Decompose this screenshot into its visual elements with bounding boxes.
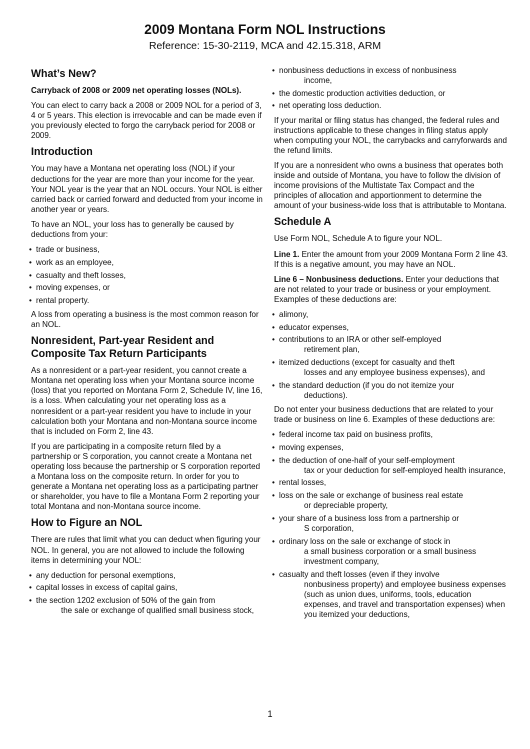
business-deductions-list — [274, 430, 508, 620]
whats-new-heading: What’s New? — [31, 68, 97, 80]
nonresident-p2: If you are participating in a composite return filed by a partnership or S corporation, you cannot create a Montana net operating loss because the partnership or S corporation reported a Montana loss on the composite return. In order for you to generate a Montana net operating loss as a participating partner or shareholder, you have to file a Montana Form 2 reporting your total Montana and non-Montana source income. — [31, 441, 261, 512]
list-item: • the section 1202 exclusion of 50% of the gain from the sale or exchange of qualified small business stock, — [31, 596, 263, 616]
introduction-p2: To have an NOL, your loss has to generally be caused by deductions from your: — [31, 219, 234, 240]
nonresident-p1: As a nonresident or a part-year resident, you cannot create a Montana net operating loss when your Montana source income (loss) that you reported on Montana Form 2, Schedule IV, line 16, is a loss. When calculating your net operating loss as a nonresident or a part-year resident you have to include in your calculation both your Montana and non-Montana source income that is included on Form 2, line 43. — [31, 366, 263, 436]
list-item: • alimony, — [274, 310, 508, 320]
list-item: • moving expenses, or — [31, 283, 263, 293]
page-title: 2009 Montana Form NOL Instructions — [144, 22, 386, 37]
reference-line: Reference: 15-30-2119, MCA and 42.15.318, ARM — [148, 41, 381, 52]
nonresident-heading — [31, 335, 263, 361]
schedule-a-p2: Do not enter your business deductions that are related to your trade or business on line 6. Examples of these deductions are: — [274, 405, 496, 425]
list-item: • capital losses in excess of capital gains, — [31, 583, 263, 593]
loss-causes-list — [31, 245, 263, 306]
list-item: • the deduction of one-half of your self-employment tax or your deduction for self-employed health insurance, — [274, 456, 508, 476]
line1-instruction: Line 1. Enter the amount from your 2009 Montana Form 2 line 43. If this is a negative amount, you may have an NOL. — [274, 249, 508, 269]
excluded-items-list-continued — [274, 66, 508, 112]
list-item: • the standard deduction (if you do not itemize your deductions). — [274, 381, 508, 401]
list-item: • casualty and theft losses, — [31, 271, 263, 281]
list-item: • your share of a business loss from a partnership or S corporation, — [274, 514, 508, 534]
list-item: • moving expenses, — [274, 443, 508, 453]
list-item: • casualty and theft losses (even if they involve nonbusiness property) and employee business expenses (such as union dues, uniforms, tools, education expenses, and travel and transportation expenses) when you itemized your deductions, — [274, 570, 508, 620]
list-item: • itemized deductions (except for casualty and theft losses and any employee business expenses), and — [274, 358, 508, 378]
list-item: • federal income tax paid on business profits, — [274, 430, 508, 440]
list-item: • rental property. — [31, 296, 263, 306]
list-item: • net operating loss deduction. — [274, 101, 508, 111]
list-item: • the domestic production activities deduction, or — [274, 89, 508, 99]
how-to-figure-heading: How to Figure an NOL — [31, 517, 143, 530]
schedule-a-p1: Use Form NOL, Schedule A to figure your NOL. — [274, 234, 443, 244]
list-item: • work as an employee, — [31, 258, 263, 268]
whats-new-text: You can elect to carry back a 2008 or 2009 NOL for a period of 3, 4 or 5 years. This election is irrevocable and can be made even if you previously elected to forgo the carryback period for 2008 or 2009. — [31, 101, 262, 141]
list-item: • educator expenses, — [274, 323, 508, 333]
introduction-heading: Introduction — [31, 146, 93, 159]
how-to-figure-p3: If you are a nonresident who owns a business that operates both inside and outside of Montana, you have to follow the division of income provisions of the Multistate Tax Compact and the principles of allocation and apportionment to determine the amount of your business-wide loss that is attributable to Montana. — [274, 160, 507, 211]
list-item: • rental losses, — [274, 478, 508, 488]
left-column — [31, 66, 263, 620]
nonresident-heading-line2: Composite Tax Return Participants — [31, 348, 207, 361]
nonresident-heading-line1: Nonresident, Part-year Resident and — [31, 335, 215, 348]
list-item: • trade or business, — [31, 245, 263, 255]
list-item: • ordinary loss on the sale or exchange of stock in a small business corporation or a small business investment company, — [274, 537, 508, 567]
carryback-bold-line: Carryback of 2008 or 2009 net operating losses (NOLs). — [31, 86, 242, 95]
list-item: • nonbusiness deductions in excess of nonbusiness income, — [274, 66, 508, 86]
schedule-a-heading: Schedule A — [274, 216, 332, 229]
how-to-figure-p1: There are rules that limit what you can deduct when figuring your NOL. In general, you are not allowed to include the following items in determining your NOL: — [31, 535, 261, 565]
introduction-p1: You may have a Montana net operating loss (NOL) if your deductions for the year are more than your income for the year. Your NOL year is the year that an NOL occurs. Your NOL is either carried back or carried forward and deducted from your income in another year or years. — [31, 164, 263, 214]
how-to-figure-p2: If your marital or filing status has changed, the federal rules and instructions applicable to these changes in filing status apply when computing your NOL, the carrybacks and carryforwards and the refund limits. — [274, 115, 507, 155]
list-item: • any deduction for personal exemptions, — [31, 571, 263, 581]
line6-instruction: Line 6 – Nonbusiness deductions. Enter your deductions that are not related to your trade or business or your employment. Examples of these deductions are: — [274, 274, 499, 304]
excluded-items-list — [31, 571, 263, 617]
list-item: • loss on the sale or exchange of business real estate or depreciable property, — [274, 491, 508, 511]
nonbusiness-deductions-list — [274, 310, 508, 401]
list-item: • contributions to an IRA or other self-employed retirement plan, — [274, 335, 508, 355]
introduction-p3: A loss from operating a business is the most common reason for an NOL. — [31, 309, 259, 330]
page-number: 1 — [267, 709, 273, 719]
right-column — [274, 66, 508, 624]
